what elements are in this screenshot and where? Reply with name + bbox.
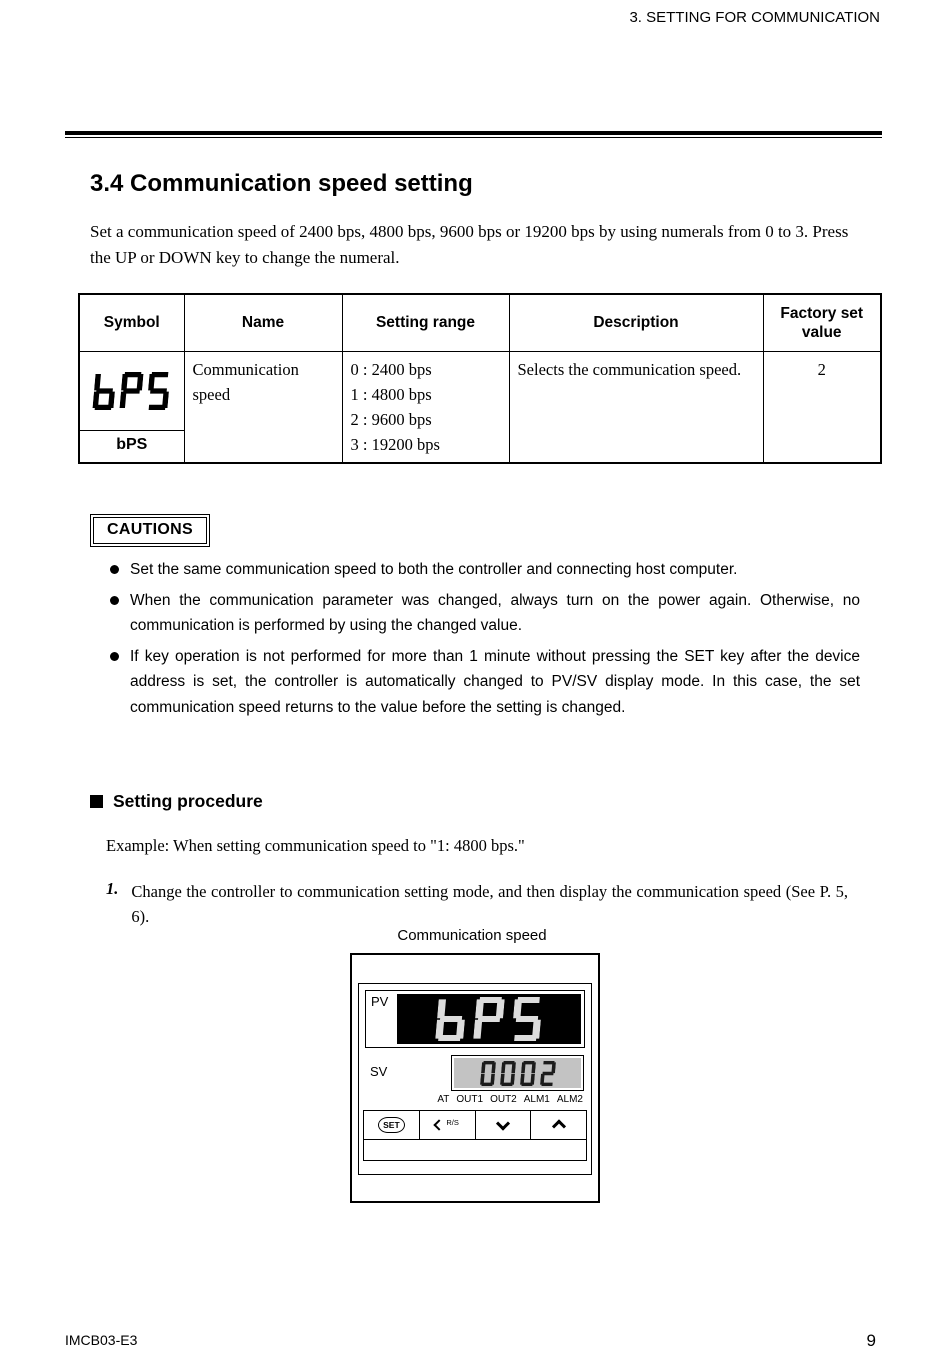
- procedure-section: [90, 791, 860, 929]
- indicator-out1: OUT1: [456, 1094, 484, 1105]
- cautions-section: [90, 514, 860, 725]
- pv-7seg-display: [397, 994, 581, 1044]
- caution-item: [110, 644, 860, 721]
- setting-range-cell: [342, 351, 509, 463]
- up-arrow-icon: [552, 1119, 566, 1133]
- document-number: IMCB03-E3: [65, 1332, 138, 1348]
- caution-item: [110, 588, 860, 639]
- indicator-alm1: ALM1: [523, 1094, 550, 1105]
- sv-display-frame: [451, 1055, 584, 1091]
- description-text: Selects the communication speed.: [517, 359, 742, 379]
- range-line: 3 : 19200 bps: [350, 434, 440, 454]
- sv-7seg-display: [454, 1058, 581, 1088]
- indicator-labels: [359, 1094, 583, 1105]
- indicator-at: AT: [437, 1094, 450, 1105]
- controller-panel: [358, 983, 592, 1175]
- procedure-heading: [90, 791, 860, 812]
- down-arrow-icon: [496, 1117, 510, 1131]
- bullet-icon: [110, 565, 119, 574]
- procedure-heading-label: Setting procedure: [113, 791, 263, 811]
- col-header-description: Description: [509, 294, 763, 351]
- header-divider: [65, 131, 882, 138]
- step-item: [106, 879, 848, 929]
- table-row: [79, 351, 881, 463]
- caution-item: [110, 557, 860, 583]
- name-cell: [184, 351, 342, 463]
- pv-label: PV: [371, 994, 389, 1009]
- button-strip: [363, 1110, 587, 1140]
- figure-caption: Communication speed: [397, 927, 547, 944]
- caution-text: When the communication parameter was changed, always turn on the power again. Otherwise, no communication is performed by using the changed value.: [130, 591, 860, 634]
- pv-section: [365, 990, 585, 1048]
- symbol-7seg-display: [80, 352, 184, 431]
- bottom-strip: [363, 1140, 587, 1161]
- col-header-name: Name: [184, 294, 342, 351]
- controller-outline: [350, 953, 600, 1203]
- page-header: 3. SETTING FOR COMMUNICATION: [629, 9, 880, 26]
- shift-button: [420, 1111, 476, 1139]
- description-cell: [509, 351, 763, 463]
- down-button: [476, 1111, 532, 1139]
- symbol-cell: [79, 351, 184, 463]
- caution-list: [90, 557, 860, 720]
- square-bullet-icon: [90, 795, 103, 808]
- cautions-box: [90, 514, 210, 547]
- sv-section: [365, 1055, 585, 1091]
- range-line: 2 : 9600 bps: [350, 409, 432, 429]
- device-figure: [0, 927, 950, 1203]
- set-button: [364, 1111, 420, 1139]
- section-title: 3.4 Communication speed setting: [90, 170, 473, 197]
- set-button-label: SET: [378, 1117, 405, 1133]
- step-text: Change the controller to communication setting mode, and then display the communication speed (See P. 5, 6).: [131, 882, 848, 926]
- parameter-table: [78, 293, 882, 464]
- step-number: 1.: [106, 879, 119, 898]
- sv-label: SV: [370, 1064, 388, 1079]
- range-line: 0 : 2400 bps: [350, 359, 432, 379]
- page-number: 9: [866, 1331, 876, 1350]
- name-text: Communication speed: [192, 359, 299, 404]
- col-header-factory-set-value: Factory set value: [763, 294, 881, 351]
- indicator-out2: OUT2: [490, 1094, 517, 1105]
- cautions-label: CAUTIONS: [93, 517, 207, 544]
- col-header-symbol: Symbol: [79, 294, 184, 351]
- intro-paragraph: Set a communication speed of 2400 bps, 4800 bps, 9600 bps or 19200 bps by using numerals from 0 to 3. Press the UP or DOWN key to change the numeral.: [90, 222, 849, 267]
- factory-value-cell: 2: [763, 351, 881, 463]
- indicator-alm2: ALM2: [556, 1094, 583, 1105]
- table-header-row: [79, 294, 881, 351]
- left-arrow-icon: [434, 1119, 445, 1130]
- caution-text: If key operation is not performed for more than 1 minute without pressing the SET key after the device address is set, the controller is automatically changed to PV/SV display mode. In this case, the set communication speed returns to the value before the setting is changed.: [130, 647, 860, 716]
- rs-label: R/S: [446, 1117, 459, 1127]
- up-button: [531, 1111, 586, 1139]
- symbol-label: bPS: [116, 436, 148, 453]
- range-line: 1 : 4800 bps: [350, 384, 432, 404]
- bullet-icon: [110, 652, 119, 661]
- col-header-setting-range: Setting range: [342, 294, 509, 351]
- bullet-icon: [110, 596, 119, 605]
- caution-text: Set the same communication speed to both the controller and connecting host computer.: [130, 561, 738, 578]
- example-text: Example: When setting communication speed to "1: 4800 bps.": [106, 836, 525, 855]
